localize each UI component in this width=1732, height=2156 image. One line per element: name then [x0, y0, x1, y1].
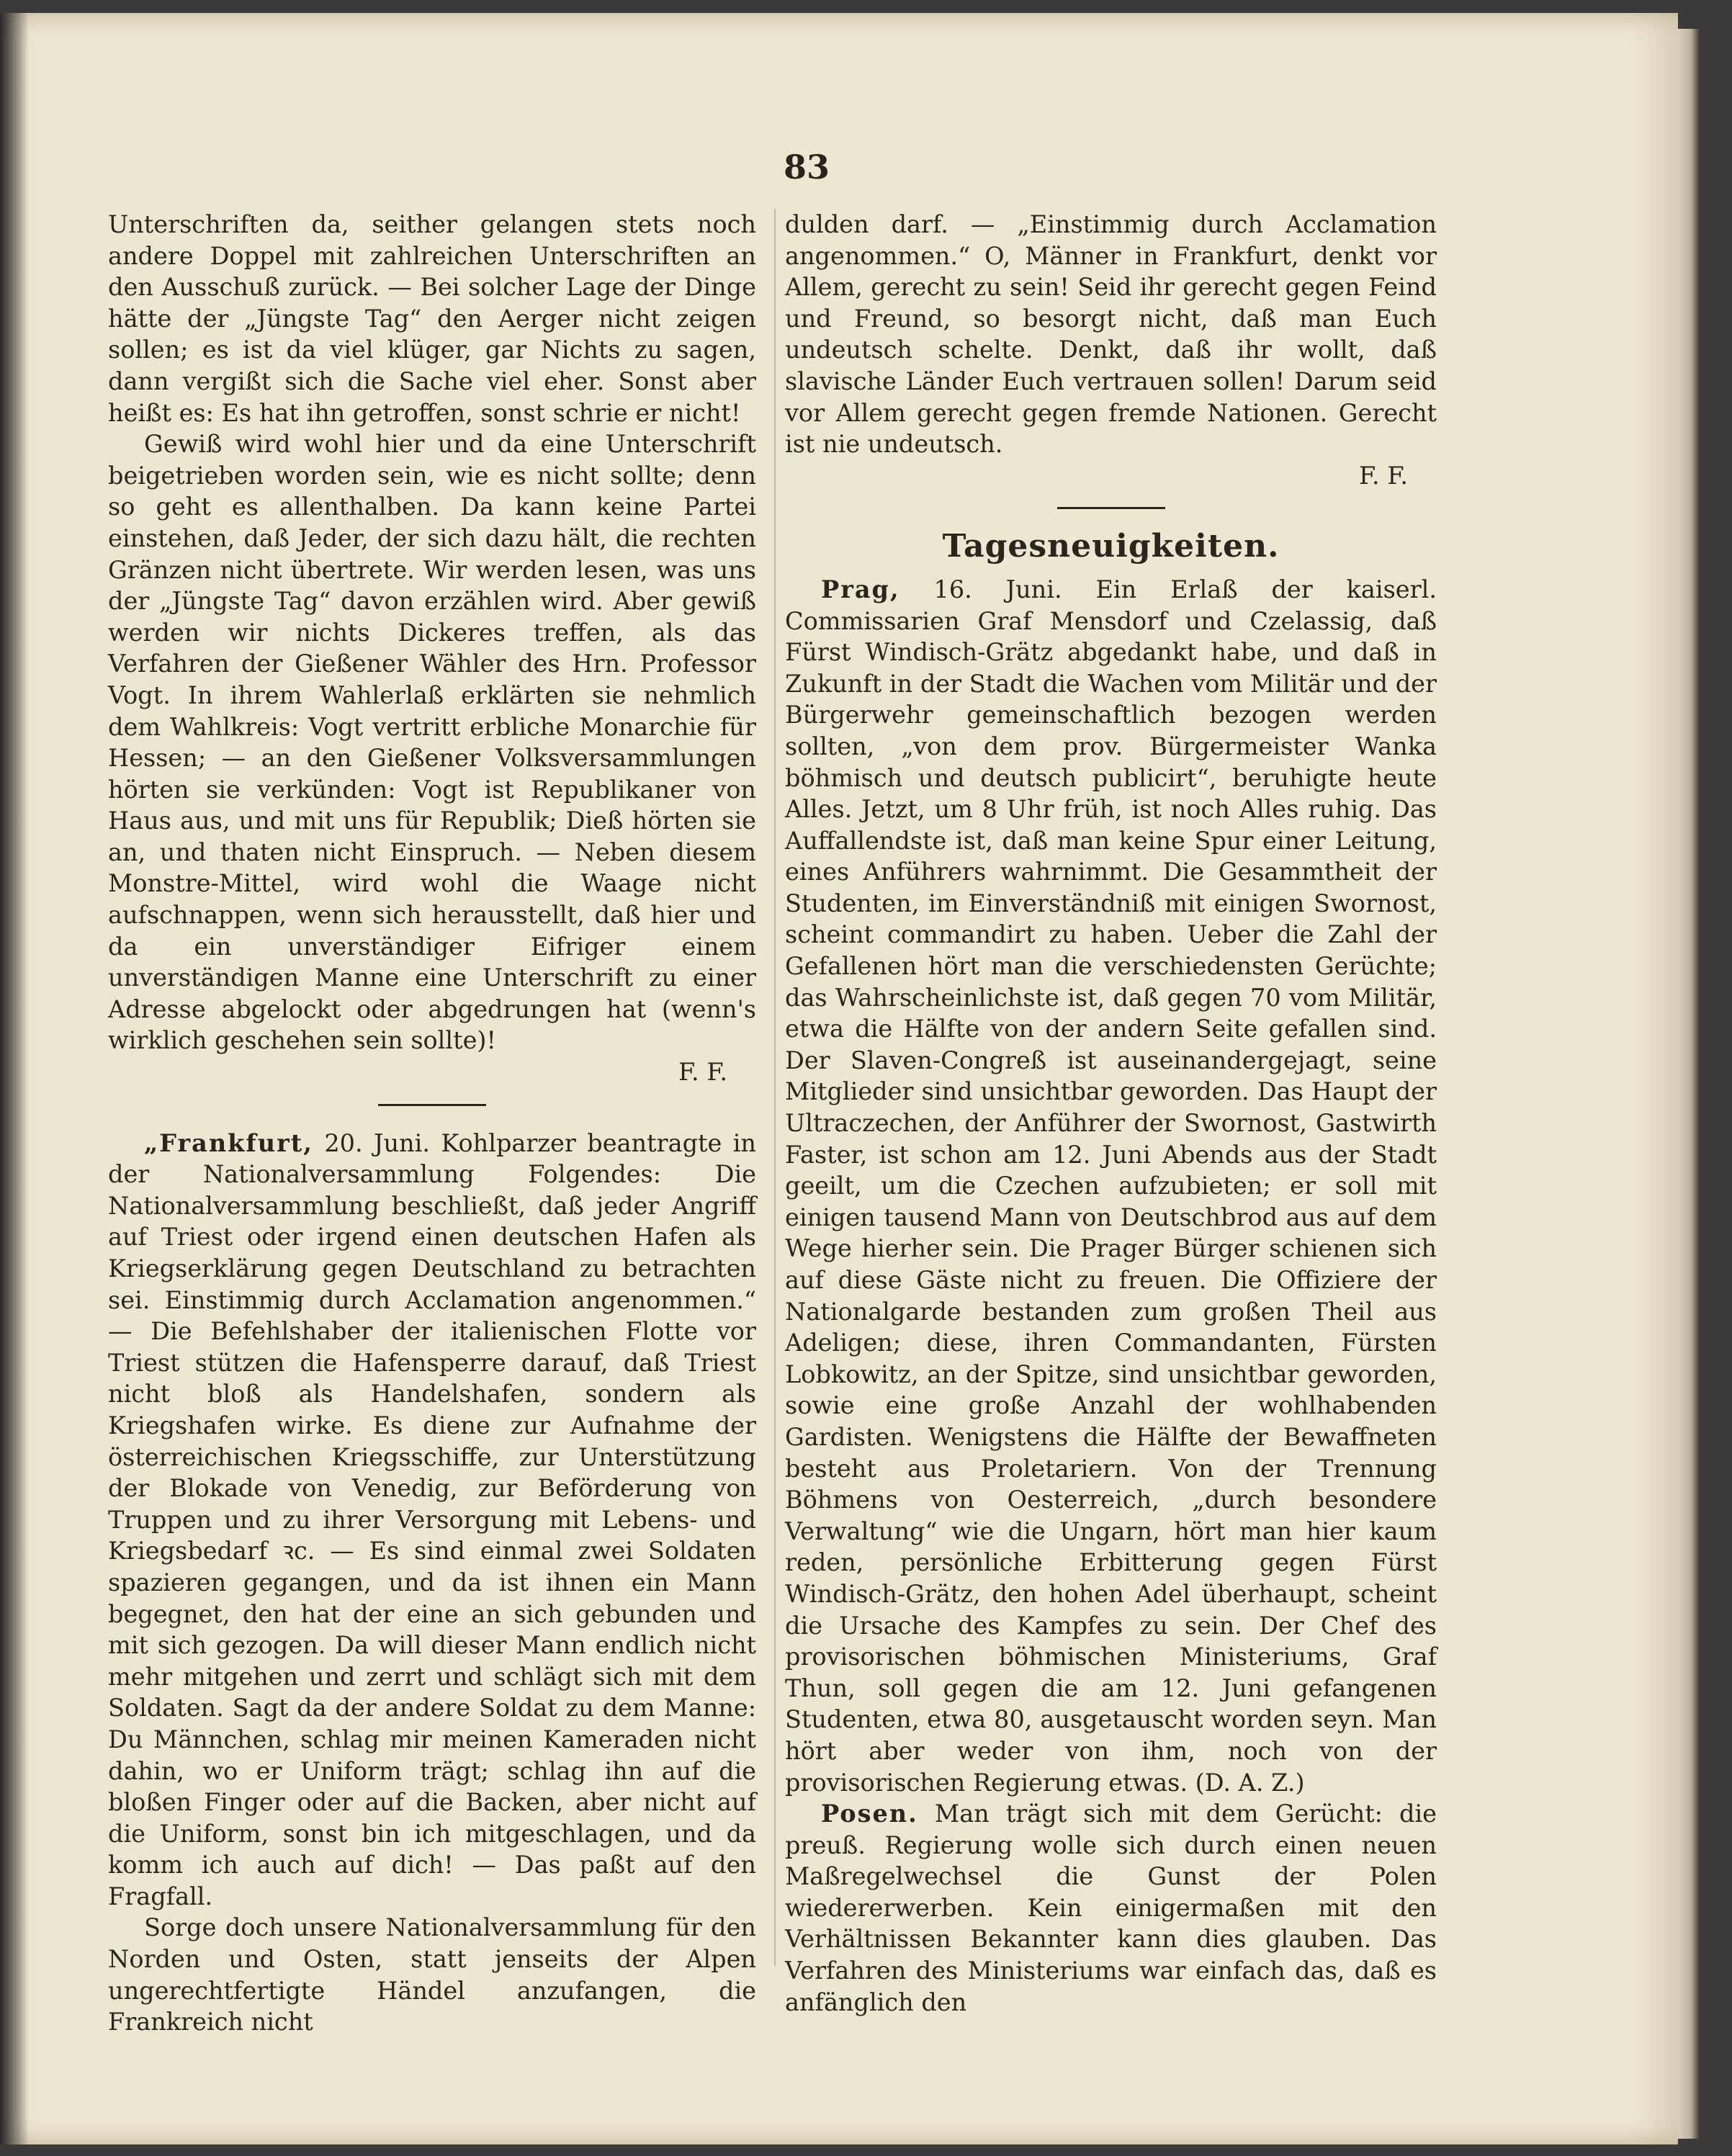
left-paragraph-1: Unterschriften da, seither gelangen stets noch andere Doppel mit zahlreichen Unterschriften an den Ausschuß zurück. — Bei solcher Lage der Dinge hätte der „Jüngste Tag“ den Aerger nicht zeigen sollen; es ist da viel klüger, gar Nichts zu sagen, dann vergißt sich die Sache viel eher. Sonst aber heißt es: Es hat ihn getroffen, sonst schrie er nicht!	[108, 210, 756, 427]
left-paragraph-3-body: 20. Juni. Kohlparzer beantragte in der Nationalversammlung Folgendes: Die Nationalversammlung beschließt, daß jeder Angriff auf Triest oder irgend einen deutschen Hafen als Kriegserklärung gegen Deutschland zu betrachten sei. Einstimmig durch Acclamation angenommen.“ — Die Befehlshaber der italienischen Flotte vor Triest stützen die Hafensperre darauf, daß Triest nicht bloß als Handelshafen, sondern als Kriegshafen wirke. Es diene zur Aufnahme der österreichischen Kriegsschiffe, zur Unterstützung der Blokade von Venedig, zur Beförderung von Truppen und zu ihrer Versorgung mit Lebens- und Kriegsbedarf ꝛc. — Es sind einmal zwei Soldaten spazieren gegangen, und da ist ihnen ein Mann begegnet, den hat der eine an sich gebunden und mit sich gezogen. Da will dieser Mann endlich nicht mehr mitgehen und zerrt und schlägt sich mit dem Soldaten. Sagt da der andere Soldat zu dem Manne: Du Männchen, schlag mir meinen Kameraden nicht dahin, wo er Uniform trägt; schlag ihn auf die bloßen Finger oder auf die Backen, aber nicht auf die Uniform, sonst bin ich mitgeschlagen, und da komm ich auch auf dich! — Das paßt auf den Fragfall.	[108, 1128, 756, 1910]
dateline-prag: Prag,	[821, 575, 900, 603]
section-rule-right	[1057, 507, 1165, 509]
right-column	[785, 209, 1437, 2018]
right-signature: F. F.	[1359, 461, 1408, 490]
right-paragraph-1: dulden darf. — „Einstimmig durch Acclamation angenommen.“ O, Männer in Frankfurt, denkt vor Allem, gerecht zu sein! Seid ihr gerecht gegen Feind und Freund, so besorgt nicht, daß man Euch undeutsch schelte. Denkt, daß ihr wollt, daß slavische Länder Euch vertrauen sollen! Darum seid vor Allem gerecht gegen fremde Nationen. Gerecht ist nie undeutsch.	[785, 210, 1437, 459]
dateline-posen: Posen.	[821, 1800, 918, 1828]
column-divider	[774, 209, 776, 1966]
right-paragraph-2	[785, 574, 1437, 1798]
right-paragraph-3	[785, 1798, 1437, 2018]
right-paragraph-2-body: 16. Juni. Ein Erlaß der kaiserl. Commissarien Graf Mensdorf und Czelassig, daß Fürst Windisch-Grätz abgedankt habe, und daß in Zukunft in der Stadt die Wachen vom Militär und der Bürgerwehr gemeinschaftlich bezogen werden sollten, „von dem prov. Bürgermeister Wanka böhmisch und deutsch publicirt“, beruhigte heute Alles. Jetzt, um 8 Uhr früh, ist noch Alles ruhig. Das Auffallendste ist, daß man keine Spur einer Leitung, eines Anführers wahrnimmt. Die Gesammtheit der Studenten, im Einverständniß mit einigen Swornost, scheint commandirt zu haben. Ueber die Zahl der Gefallenen hört man die verschiedensten Gerüchte; das Wahrscheinlichste ist, daß gegen 70 vom Militär, etwa die Hälfte von der andern Seite gefallen sind. Der Slaven-Congreß ist auseinandergejagt, seine Mitglieder sind unsichtbar geworden. Das Haupt der Ultraczechen, der Anführer der Swornost, Gastwirth Faster, ist schon am 12. Juni Abends aus der Stadt geeilt, um die Czechen aufzubieten; er soll mit einigen tausend Mann von Deutschbrod aus auf dem Wege hierher sein. Die Prager Bürger schienen sich auf diese Gäste nicht zu freuen. Die Offiziere der Nationalgarde bestanden zum großen Theil aus Adeligen; diese, ihren Commandanten, Fürsten Lobkowitz, an der Spitze, sind unsichtbar geworden, sowie eine große Anzahl der wohlhabenden Gardisten. Wenigstens die Hälfte der Bewaffneten besteht aus Proletariern. Von der Trennung Böhmens von Oesterreich, „durch besondere Verwaltung“ wie die Ungarn, hört man hier kaum reden, persönliche Erbitterung gegen Fürst Windisch-Grätz, den hohen Adel überhaupt, scheint die Ursache des Kampfes zu sein. Der Chef des provisorischen böhmischen Ministeriums, Graf Thun, soll gegen die am 12. Juni gefangenen Studenten, etwa 80, ausgetauscht worden seyn. Man hört aber weder von ihm, noch von der provisorischen Regierung etwas. (D. A. Z.)	[785, 575, 1437, 1797]
dateline-frankfurt: „Frankfurt,	[144, 1128, 313, 1157]
left-column	[108, 209, 756, 2038]
left-paragraph-2: Gewiß wird wohl hier und da eine Unterschrift beigetrieben worden sein, wie es nicht sollte; denn so geht es allenthalben. Da kann keine Partei einstehen, daß Jeder, der sich dazu hält, die rechten Gränzen nicht übertrete. Wir werden lesen, was uns der „Jüngste Tag“ davon erzählen wird. Aber gewiß werden wir nichts Dickeres treffen, als das Verfahren der Gießener Wähler des Hrn. Professor Vogt. In ihrem Wahlerlaß erklärten sie nehmlich dem Wahlkreis: Vogt vertritt erbliche Monarchie für Hessen; — an den Gießener Volksversammlungen hörten sie verkünden: Vogt ist Republikaner von Haus aus, und mit uns für Republik; Dieß hörten sie an, und thaten nicht Einspruch. — Neben diesem Monstre-Mittel, wird wohl die Waage nicht aufschnappen, wenn sich herausstellt, daß hier und da ein unverständiger Eifriger einem unverständigen Manne eine Unterschrift zu einer Adresse abgelockt oder abgedrungen hat (wenn's wirklich geschehen sein sollte)!	[108, 430, 756, 1055]
right-paragraph-3-body: Man trägt sich mit dem Gerücht: die preuß. Regierung wolle sich durch einen neuen Maßregelwechsel die Gunst der Polen wiedererwerben. Kein einigermaßen mit den Verhältnissen Bekannter kann dies glauben. Das Verfahren des Ministeriums war einfach das, daß es anfänglich den	[785, 1800, 1437, 2016]
page-edge	[1678, 29, 1700, 2139]
left-paragraph-3	[108, 1128, 756, 1913]
page-number: 83	[783, 148, 830, 187]
left-paragraph-4: Sorge doch unsere Nationalversammlung für den Norden und Osten, statt jenseits der Alpen ungerechtfertigte Händel anzufangen, die Frankreich nicht	[108, 1913, 756, 2036]
section-rule	[378, 1104, 486, 1106]
left-signature: F. F.	[678, 1058, 727, 1087]
section-heading: Tagesneuigkeiten.	[942, 528, 1280, 565]
book-spine-shadow	[0, 13, 29, 2144]
